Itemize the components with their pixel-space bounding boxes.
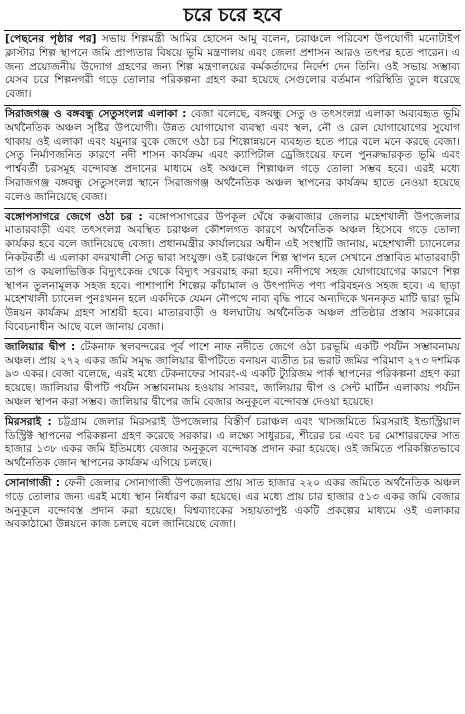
section-sirajganj <box>4 106 461 209</box>
section-text: বেজা বলেছে, বঙ্গবন্ধু সেতু ও তৎসংলগ্ন এলাকা অব্যবহৃত ভূমি অর্থনৈতিক অঞ্চল সৃষ্টির উপযোগী। উন্নত যোগাযোগ ব্যবস্থা এবং স্থল, নৌ ও রেল যোগাযোগের সুযোগ থাকায় ওই এলাকা এবং যমুনার বুকে জেগে ওঠা চর শিল্পোন্নয়নে ব্যবহৃত হতে পারে বলে মনে করছে বেজা। সেতু নির্মাণজনিত কারণে নদী শাসন কার্যক্রম এবং ক্যাপিটাল ড্রেজিংয়ের ফলে পুনরুদ্ধারকৃত ভূমি এবং পার্শ্ববর্তী চরসমূহ বন্দোবস্ত প্রদানের মাধ্যমে ওই অঞ্চলে শিল্পাঞ্চল গড়ে তোলা সম্ভব হবে। এরই মধ্যে সিরাজগঞ্জ বঙ্গবন্ধু সেতুসংলগ্ন স্থানে সিরাজগঞ্জ অর্থনৈতিক অঞ্চল স্থাপনের কার্যক্রম হাতে নেওয়া হয়েছে বলেও জানিয়েছে বেজা। <box>5 107 460 203</box>
section-sonagazi <box>4 475 461 535</box>
intro-paragraph <box>4 33 461 106</box>
headline-divider <box>4 30 461 31</box>
section-text: চট্টগ্রাম জেলার মিরসরাই উপজেলার বিস্তীর্ণ চরাঞ্চল এবং খাসজমিতে মিরসরাই ইন্ডাস্ট্রিয়াল ডিস্ট্রিক্ট স্থাপনের পরিকল্পনা গ্রহণ করেছে সরকার। এ লক্ষ্যে সাধুরচর, শীরের চর এবং চর মোশাররফের সাত হাজার ১৩৮ একর জমি ইতিমধ্যে বেজার অনুকূলে বন্দোবস্ত প্রদান করা হয়েছে। ওই জমিতে পরিকল্পিতভাবে অর্থনৈতিক জোন স্থাপনের কার্যক্রম এগিয়ে চলছে। <box>5 415 460 470</box>
continued-from-tag: [পেছনের পৃষ্ঠার পর] <box>5 33 97 45</box>
section-text: বঙ্গোপসাগরের উপকূল ঘেঁষে কক্সবাজার জেলার মহেশখালী উপজেলার মাতারবাড়ী এবং তৎসংলগ্ন অবস্থিত চরাঞ্চল কৌশলগত কারণে অর্থনৈতিক অঞ্চল হিসেবে গড়ে তোলা কার্যকর হবে বলে জানিয়েছে বেজা। প্রধানমন্ত্রীর কার্যালয়ের অধীন এই সংস্থাটি জানায়, মহেশখালী চ্যানেলের নিকটবর্তী এ এলাকা বদরখালী সেতু দ্বারা সংযুক্ত। ওই চরাঞ্চলে শিল্প স্থাপন হলে সেখানে প্রস্তাবিত মাতারবাড়ী তাপ ও কয়লাভিত্তিক বিদ্যুৎকেন্দ্র থেকে বিদ্যুৎ সরবরাহ করা হবে। নদীপথে সহজ যোগাযোগের কারণে শিল্প স্থাপন তুলনামূলক সহজ হবে। পাশাপাশি শিল্পের কাঁচামাল ও উৎপাদিত পণ্য পরিবহনও সহজ হবে। এ ছাড়া মহেশখালী চ্যানেল পুনঃখনন হলে একদিকে যেমন নৌপথে নাব্য বৃদ্ধি পাবে অন্যদিকে খননকৃত মাটি দ্বারা ভূমি উন্নয়ন কার্যক্রম গ্রহণ সাশ্রয়ী হবে। মাতারবাড়ী ও ধলঘাটায় অর্থনৈতিক অঞ্চল প্রতিষ্ঠার প্রস্তাব সরকারের বিবেচনাধীন আছে বলে জানায় বেজা। <box>5 210 460 333</box>
section-text: টেকনাফ স্থলবন্দরের পূর্ব পাশে নাফ নদীতে জেগে ওঠা চরভূমি একটি পর্যটন সম্ভাবনাময় অঞ্চল। প্রায় ২৭২ একর জমি সমৃদ্ধ জালিয়ার দ্বীপটিতে বনায়ন ব্যতীত চর ভরাট জমির পরিমাণ ২৭৩ দশমিক ৯৩ একর। বেজা বলেছে, এরই মধ্যে টেকনাফের সাবরং-এ একটি ট্যুরিজম পার্ক স্থাপনের পরিকল্পনা গ্রহণ করা হয়েছে। জালিয়ার দ্বীপটি পর্যটন সম্ভাবনাময় হওয়ায় সাবরং, জালিয়ার দ্বীপ ও সেন্ট মার্টিন এলাকায় পর্যটন অঞ্চল স্থাপন করা সম্ভব। জালিয়ার দ্বীপের জমি বেজার অনুকূলে বন্দোবস্ত দেওয়া হয়েছে। <box>5 340 460 408</box>
section-mirsarai <box>4 414 461 475</box>
section-jaliar-dwip <box>4 339 461 414</box>
section-heading: মিরসরাই : <box>5 415 52 428</box>
section-heading: সিরাজগঞ্জ ও বঙ্গবন্ধু সেতুসংলগ্ন এলাকা : <box>5 107 187 120</box>
section-heading: জালিয়ার দ্বীপ : <box>5 340 76 353</box>
section-bay-of-bengal-char <box>4 209 461 339</box>
section-text: ফেনী জেলার সোনাগাজী উপজেলার প্রায় সাত হাজার ২২০ একর জমিতে অর্থনৈতিক অঞ্চল গড়ে তোলার জন্য এরই মধ্যে স্থান নির্ধারণ করা হয়েছে। এর মধ্যে প্রায় চার হাজার ৫১৩ একর জমি বেজার অনুকূলে বন্দোবস্ত প্রদান করা হয়েছে। বিশ্বব্যাংকের সহায়তাপুষ্ট একটি প্রকল্পের মাধ্যমে ওই এলাকার অবকাঠামো উন্নয়নে কাজ চলছে বলে জানিয়েছে বেজা। <box>5 476 460 531</box>
intro-text: সভায় শিল্পমন্ত্রী আমির হোসেন আমু বলেন, চরাঞ্চলে পরিবেশ উপযোগী মনোটাইপ ক্লাস্টার শিল্প স্থাপনে জমি প্রাপ্যতার বিষয়ে ভূমি মন্ত্রণালয় এবং জেলা প্রশাসন আরও তৎপর হতে পারেন। এ জন্য প্রয়োজনীয় উদ্যোগ গ্রহণের জন্য শিল্প মন্ত্রণালয়ের কর্মকর্তাদের নির্দেশ দেন তিনি। ওই সভায় সম্ভাব্য যেসব চরে শিল্পনগরী গড়ে তোলার পরিকল্পনা গ্রহণ করা হয়েছে সেগুলোর বর্তমান পরিস্থিতি তুলে ধরেছে বেজা। <box>5 33 460 101</box>
section-heading: বঙ্গোপসাগরে জেগে ওঠা চর : <box>5 210 143 223</box>
article-headline: চরে চরে হবে <box>183 4 282 26</box>
section-heading: সোনাগাজী : <box>5 476 60 489</box>
